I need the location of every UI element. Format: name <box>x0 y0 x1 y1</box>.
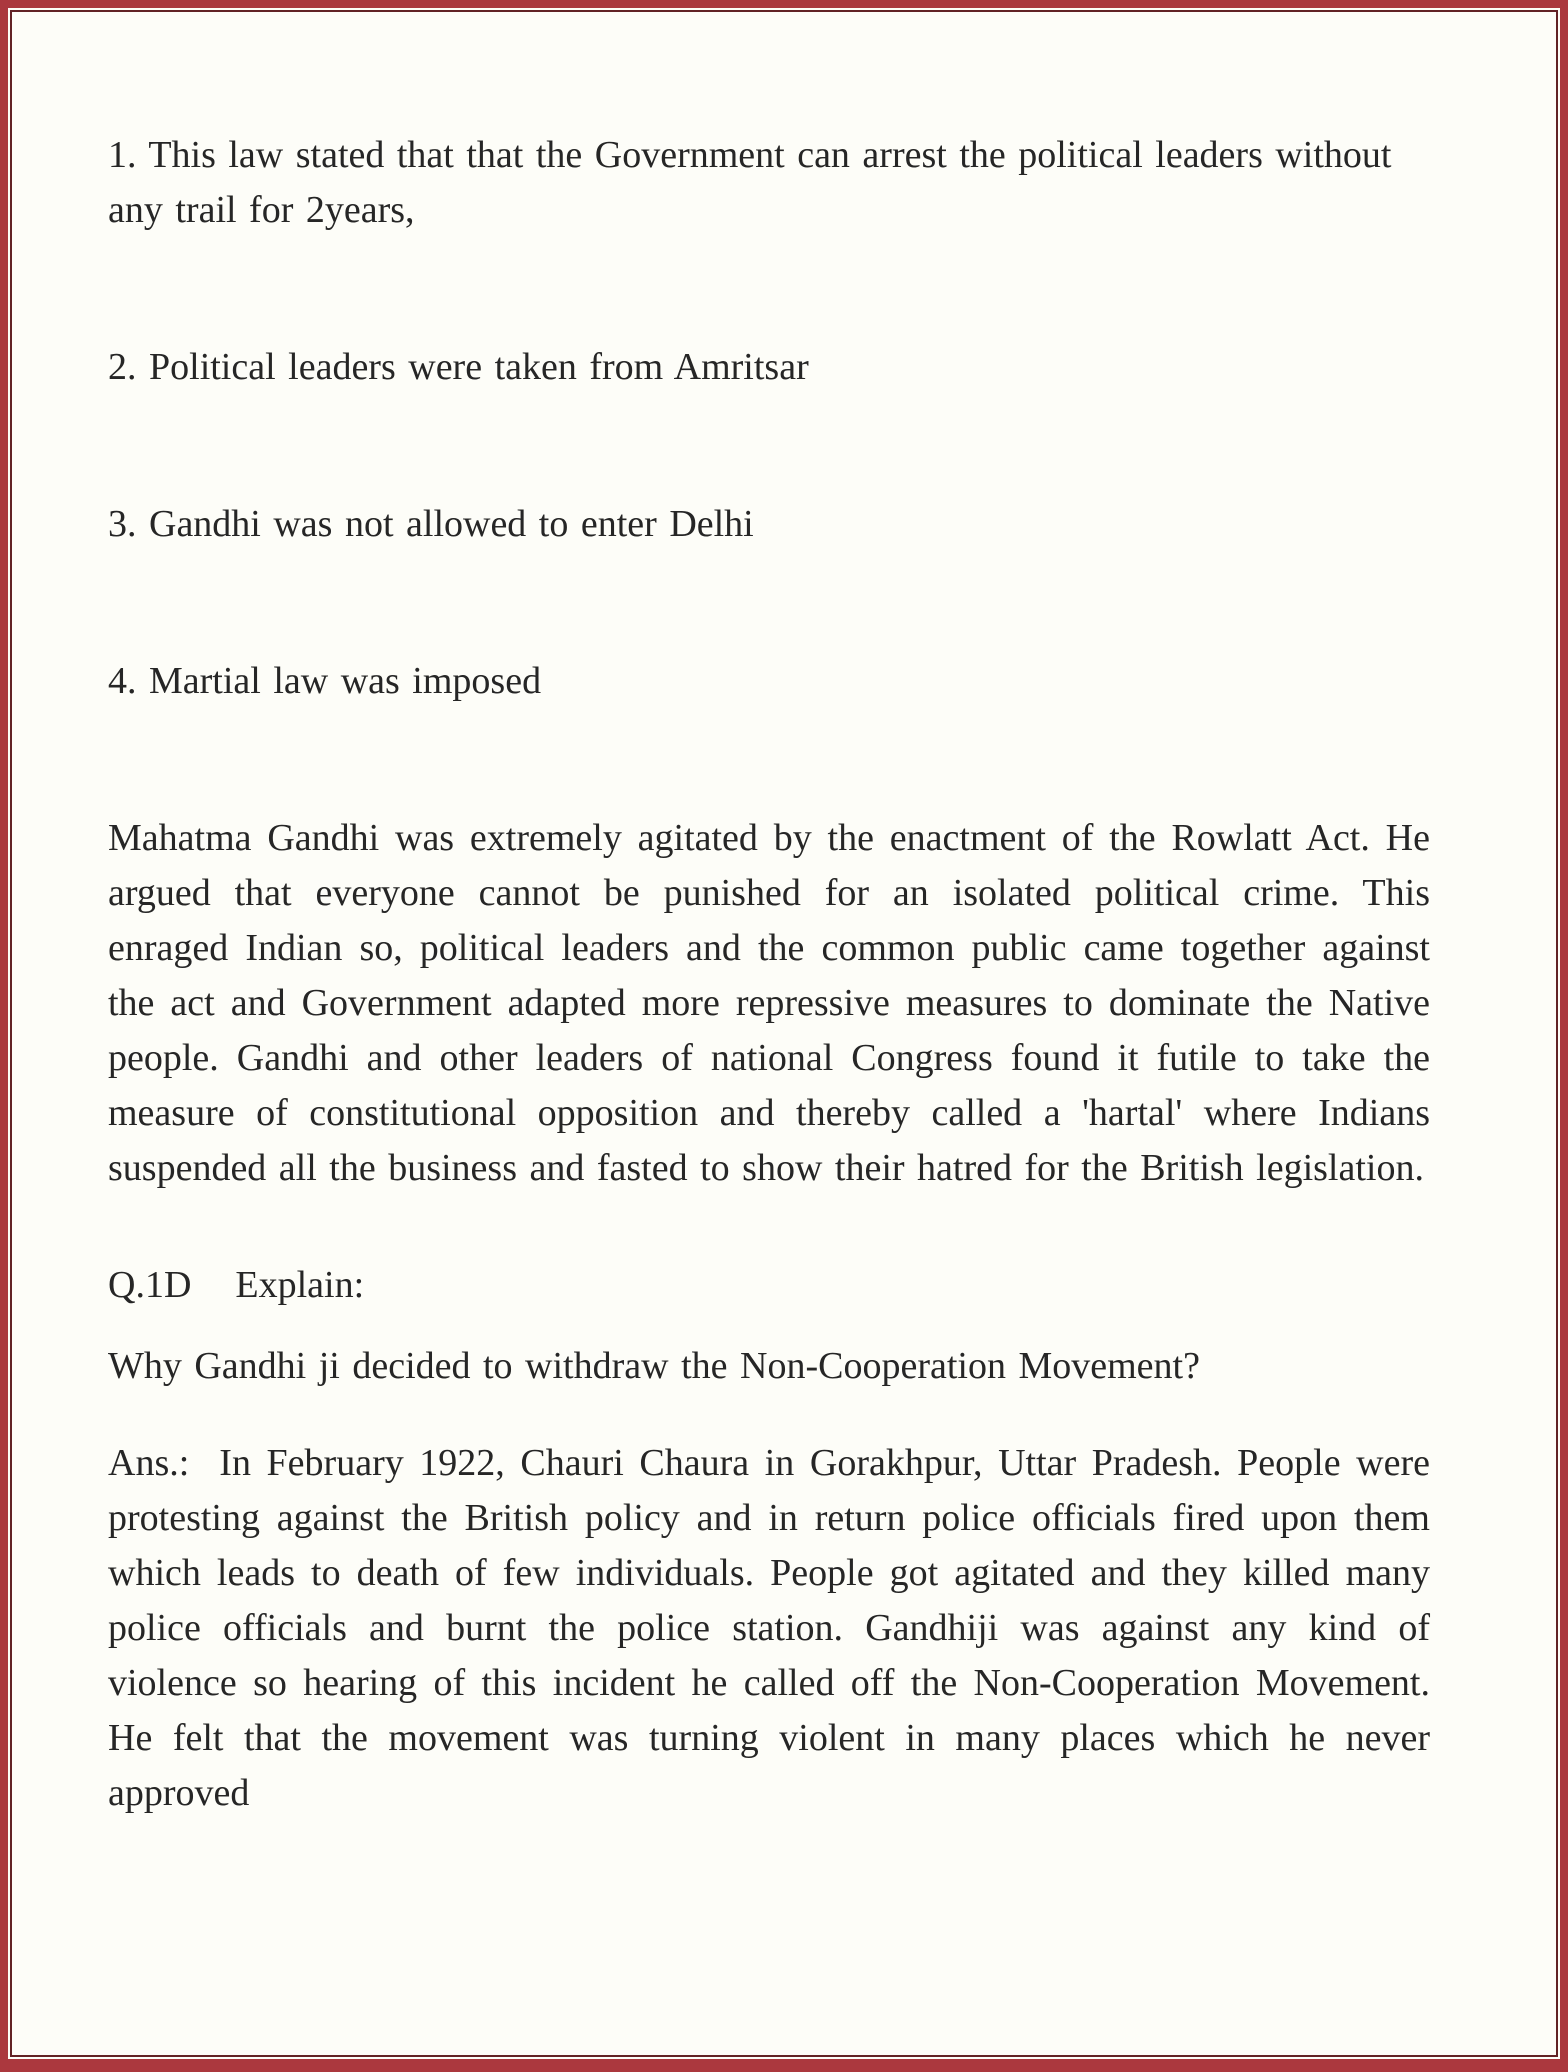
list-item-2: 2. Political leaders were taken from Amritsar <box>108 346 809 388</box>
list-item-4: 4. Martial law was imposed <box>108 660 542 702</box>
page-content <box>12 12 1556 1821</box>
list-item-3: 3. Gandhi was not allowed to enter Delhi <box>108 503 754 545</box>
page-border-frame <box>8 8 1560 2059</box>
question-text: Why Gandhi ji decided to withdraw the Non-Cooperation Movement? <box>108 1345 1200 1387</box>
answer-text: In February 1922, Chauri Chaura in Gorakhpur, Uttar Pradesh. People were protesting against the British policy and in return police officials fired upon them which leads to death of few individuals. People got agitated and they killed many police officials and burnt the police station. Gandhiji was against any kind of violence so hearing of this incident he called off the Non-Cooperation Movement. He felt that the movement was turning violent in many places which he never approved <box>108 1442 1430 1814</box>
page-inner-border <box>10 10 1558 2057</box>
list-item-1: 1. This law stated that that the Government can arrest the political leaders without any trail for 2years, <box>108 134 1392 231</box>
question-number-label: Q.1D <box>108 1264 192 1306</box>
answer-paragraph <box>108 1436 1430 1821</box>
answer-label: Ans.: <box>108 1442 190 1484</box>
question-heading-word: Explain: <box>235 1264 365 1306</box>
question-heading <box>108 1258 1430 1313</box>
paragraph-rowlatt-act: Mahatma Gandhi was extremely agitated by the enactment of the Rowlatt Act. He argued that everyone cannot be punished for an isolated political crime. This enraged Indian so, political leaders and the common public came together against the act and Government adapted more repressive measures to dominate the Native people. Gandhi and other leaders of national Congress found it futile to take the measure of constitutional opposition and thereby called a 'hartal' where Indians suspended all the business and fasted to show their hatred for the British legislation. <box>108 817 1430 1189</box>
